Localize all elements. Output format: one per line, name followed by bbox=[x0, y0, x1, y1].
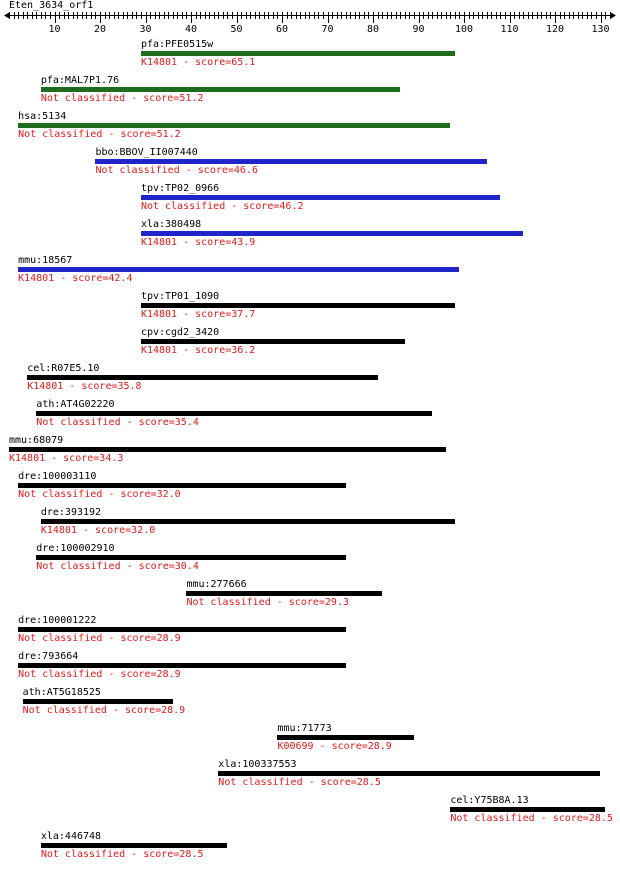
hit-name[interactable]: xla:100337553 bbox=[218, 759, 297, 770]
hit-score[interactable]: K14801 - score=36.2 bbox=[140, 345, 256, 356]
hit-name[interactable]: xla:446748 bbox=[40, 831, 102, 842]
hit-alignment-bar[interactable] bbox=[23, 699, 173, 704]
hit-name[interactable]: ath:AT5G18525 bbox=[22, 687, 101, 698]
hit-name[interactable]: pfa:MAL7P1.76 bbox=[40, 75, 120, 86]
hit-name[interactable]: cel:R07E5.10 bbox=[27, 363, 100, 374]
hit-score[interactable]: Not classified - score=28.5 bbox=[450, 813, 613, 824]
hit-alignment-bar[interactable] bbox=[141, 231, 523, 236]
hit-score[interactable]: Not classified - score=46.2 bbox=[140, 201, 304, 212]
ruler-tick-label: 40 bbox=[184, 24, 198, 35]
hit-score[interactable]: Not classified - score=29.3 bbox=[186, 597, 349, 608]
hit-alignment-bar[interactable] bbox=[277, 735, 414, 740]
hit-alignment-bar[interactable] bbox=[186, 591, 382, 596]
hit-name[interactable]: dre:100003110 bbox=[18, 471, 97, 482]
ruler-tick-label: 110 bbox=[500, 24, 519, 35]
hit-name[interactable]: mmu:18567 bbox=[18, 255, 73, 266]
hit-alignment-bar[interactable] bbox=[18, 663, 346, 668]
hit-alignment-bar[interactable] bbox=[450, 807, 605, 812]
hit-alignment-bar[interactable] bbox=[41, 519, 455, 524]
hit-score[interactable]: Not classified - score=30.4 bbox=[36, 561, 199, 572]
position-ruler bbox=[0, 0, 620, 40]
hit-name[interactable]: dre:100001222 bbox=[18, 615, 97, 626]
hit-score[interactable]: Not classified - score=28.5 bbox=[40, 849, 204, 860]
hit-name[interactable]: pfa:PFE0515w bbox=[140, 39, 214, 50]
hit-name[interactable]: mmu:68079 bbox=[9, 435, 64, 446]
hit-name[interactable]: xla:380498 bbox=[140, 219, 202, 230]
hit-name[interactable]: ath:AT4G02220 bbox=[36, 399, 115, 410]
hit-name[interactable]: dre:393192 bbox=[40, 507, 102, 518]
hit-name[interactable]: dre:793664 bbox=[18, 651, 79, 662]
hit-score[interactable]: Not classified - score=51.2 bbox=[18, 129, 181, 140]
hit-score[interactable]: K14801 - score=65.1 bbox=[140, 57, 256, 68]
hit-name[interactable]: mmu:277666 bbox=[186, 579, 247, 590]
ruler-tick-label: 120 bbox=[545, 24, 565, 35]
hit-alignment-bar[interactable] bbox=[95, 159, 486, 164]
hit-alignment-bar[interactable] bbox=[18, 483, 346, 488]
ruler-tick-label: 90 bbox=[412, 24, 425, 35]
hit-score[interactable]: Not classified - score=35.4 bbox=[36, 417, 199, 428]
ruler-tick-label: 60 bbox=[275, 24, 289, 35]
hit-name[interactable]: dre:100002910 bbox=[36, 543, 115, 554]
hit-score[interactable]: K14801 - score=42.4 bbox=[18, 273, 133, 284]
hit-alignment-bar[interactable] bbox=[18, 627, 346, 632]
hit-score[interactable]: Not classified - score=28.9 bbox=[22, 705, 186, 716]
hit-score[interactable]: Not classified - score=32.0 bbox=[18, 489, 181, 500]
hit-name[interactable]: hsa:5134 bbox=[18, 111, 67, 122]
hit-name[interactable]: tpv:TP01_1090 bbox=[140, 291, 220, 302]
hit-score[interactable]: K14801 - score=32.0 bbox=[40, 525, 156, 536]
hit-name[interactable]: cpv:cgd2_3420 bbox=[140, 327, 220, 338]
ruler-tick-label: 80 bbox=[366, 24, 380, 35]
hit-score[interactable]: Not classified - score=28.9 bbox=[18, 633, 181, 644]
ruler-tick-label: 70 bbox=[321, 24, 334, 35]
hit-score[interactable]: K14801 - score=35.8 bbox=[27, 381, 142, 392]
ruler-tick-label: 100 bbox=[454, 24, 474, 35]
hit-alignment-bar[interactable] bbox=[41, 87, 400, 92]
ruler-tick-label: 10 bbox=[48, 24, 61, 35]
hit-alignment-bar[interactable] bbox=[141, 51, 455, 56]
hit-score[interactable]: Not classified - score=28.5 bbox=[218, 777, 381, 788]
hit-alignment-bar[interactable] bbox=[218, 771, 600, 776]
hit-alignment-bar[interactable] bbox=[27, 375, 377, 380]
hit-alignment-bar[interactable] bbox=[9, 447, 446, 452]
hit-score[interactable]: K14801 - score=43.9 bbox=[140, 237, 256, 248]
hit-score[interactable]: K00699 - score=28.9 bbox=[277, 741, 392, 752]
hit-score[interactable]: Not classified - score=51.2 bbox=[40, 93, 204, 104]
hit-name[interactable]: tpv:TP02_0966 bbox=[140, 183, 220, 194]
hit-alignment-bar[interactable] bbox=[141, 303, 455, 308]
ruler-arrow-right bbox=[610, 12, 616, 19]
query-title: Eten_3634_orf1 bbox=[9, 0, 94, 11]
hit-score[interactable]: K14801 - score=34.3 bbox=[9, 453, 124, 464]
hit-alignment-bar[interactable] bbox=[41, 843, 228, 848]
hit-alignment-bar[interactable] bbox=[18, 267, 459, 272]
hit-name[interactable]: mmu:71773 bbox=[277, 723, 332, 734]
ruler-tick-label: 20 bbox=[93, 24, 107, 35]
hit-alignment-bar[interactable] bbox=[141, 339, 405, 344]
hit-score[interactable]: Not classified - score=28.9 bbox=[18, 669, 181, 680]
ruler-tick-label: 30 bbox=[139, 24, 152, 35]
hit-alignment-bar[interactable] bbox=[18, 123, 450, 128]
hit-name[interactable]: bbo:BBOV_II007440 bbox=[95, 147, 198, 158]
hit-score[interactable]: Not classified - score=46.6 bbox=[95, 165, 258, 176]
hit-alignment-bar[interactable] bbox=[36, 555, 345, 560]
ruler-tick-label: 50 bbox=[230, 24, 243, 35]
ruler-arrow-left bbox=[4, 12, 10, 19]
hit-score[interactable]: K14801 - score=37.7 bbox=[140, 309, 256, 320]
hit-alignment-bar[interactable] bbox=[36, 411, 432, 416]
hit-name[interactable]: cel:Y75B8A.13 bbox=[450, 795, 529, 806]
ruler-tick-label: 130 bbox=[591, 24, 610, 35]
hit-alignment-bar[interactable] bbox=[141, 195, 500, 200]
